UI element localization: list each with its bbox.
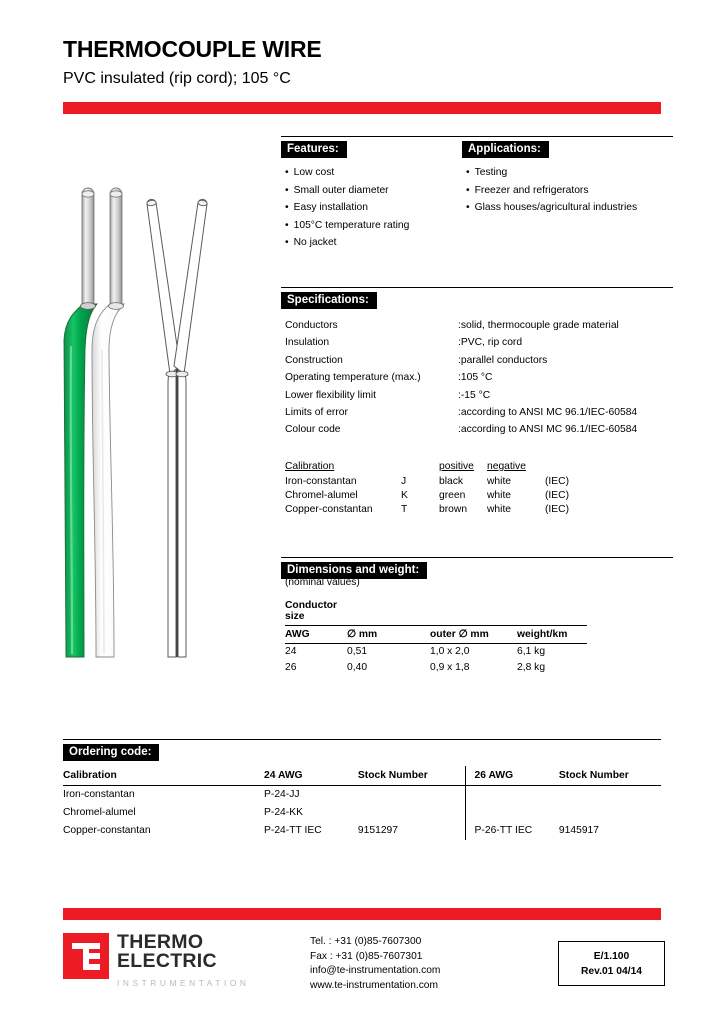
spec-row [285, 352, 675, 369]
spec-key: Operating temperature (max.) [285, 372, 421, 384]
logo-line-thermo: THERMO [117, 931, 204, 953]
spec-value: :parallel conductors [458, 354, 548, 366]
document-code-box [558, 941, 665, 986]
list-item: • No jacket [285, 234, 465, 252]
col-header-outer-diameter: outer ∅ mm [430, 626, 517, 644]
bare-conductor-left [82, 188, 94, 306]
white-insulation [92, 304, 124, 657]
spec-key: Limits of error [285, 407, 348, 419]
spec-row [285, 334, 675, 351]
col-header-diameter: ∅ mm [347, 626, 430, 644]
col-header-calibration: Calibration [285, 461, 335, 472]
spec-value: :according to ANSI MC 96.1/IEC-60584 [458, 407, 638, 419]
col-header-calibration: Calibration [63, 766, 264, 785]
list-item: • 105°C temperature rating [285, 217, 465, 235]
table-row: Copper-constantan P-24-TT IEC 9151297 P-26-TT IEC 9145917 [63, 822, 661, 840]
dimensions-table [285, 598, 587, 675]
applications-list [466, 164, 676, 217]
spec-value: :solid, thermocouple grade material [458, 320, 619, 331]
rip-cord-left-arm [147, 199, 180, 374]
table-row: 24 0,51 1,0 x 2,0 6,1 kg [285, 646, 546, 657]
calibration-table [285, 461, 569, 519]
contact-block [310, 935, 440, 993]
col-header-type [401, 461, 439, 476]
ordering-heading-label: Ordering code: [63, 744, 159, 761]
table-row: Copper-constantan T brown white (IEC) [285, 504, 570, 516]
spec-row [285, 421, 675, 438]
conductor-size-label: Conductor size [285, 598, 347, 626]
spec-key: Insulation [285, 337, 330, 349]
features-heading-label: Features: [281, 141, 347, 158]
col-header-24awg: 24 AWG [264, 766, 358, 785]
table-row: Chromel-alumel P-24-KK [63, 804, 661, 822]
document-revision: Rev.01 04/14 [580, 965, 643, 977]
bare-conductor-right [110, 188, 122, 306]
header-red-rule [63, 102, 661, 114]
table-row: Iron-constantan P-24-JJ [63, 785, 661, 804]
spec-key: Conductors [285, 320, 338, 331]
col-header-26awg: 26 AWG [465, 766, 559, 785]
rip-cord-right-arm [174, 199, 207, 374]
footer-red-rule [63, 908, 661, 920]
fax-line: Fax : +31 (0)85-7607301 [310, 950, 423, 962]
col-header-stock-number-26: Stock Number [559, 766, 661, 785]
table-row: Iron-constantan J black white (IEC) [285, 476, 570, 487]
logo-line-instrumentation: INSTRUMENTATION [117, 978, 250, 988]
list-item: • Low cost [285, 164, 465, 182]
applications-heading-label: Applications: [462, 141, 549, 158]
spec-value: :105 °C [458, 372, 493, 384]
dimensions-note: (nominal values) [285, 577, 360, 588]
dimensions-header [281, 557, 673, 579]
spec-value: :according to ANSI MC 96.1/IEC-60584 [458, 424, 638, 436]
logo-line-electric: ELECTRIC [117, 950, 217, 972]
te-monogram-icon [63, 933, 109, 979]
wire-illustration [52, 160, 252, 675]
phone-line: Tel. : +31 (0)85-7607300 [310, 936, 422, 947]
list-item: • Small outer diameter [285, 182, 465, 200]
spec-row [285, 387, 675, 404]
table-row: 26 0,40 0,9 x 1,8 2,8 kg [285, 661, 546, 673]
list-item: • Easy installation [285, 199, 465, 217]
list-item: • Freezer and refrigerators [466, 182, 676, 200]
page-subtitle: PVC insulated (rip cord); 105 °C [63, 70, 291, 87]
col-header-weight: weight/km [517, 626, 587, 644]
spec-key: Construction [285, 354, 343, 366]
specifications-heading-label: Specifications: [281, 292, 377, 309]
dimensions-heading-label: Dimensions and weight: [281, 562, 427, 579]
spec-row [285, 404, 675, 421]
specifications-header [281, 287, 673, 309]
spec-value: :-15 °C [458, 389, 491, 401]
page-title: THERMOCOUPLE WIRE [63, 36, 322, 62]
list-item: • Glass houses/agricultural industries [466, 199, 676, 217]
specifications-list [285, 317, 675, 439]
spec-value: :PVC, rip cord [458, 337, 523, 349]
col-header-awg: AWG [285, 626, 347, 644]
email-line[interactable]: info@te-instrumentation.com [310, 965, 441, 977]
ordering-header [63, 739, 661, 761]
spec-key: Lower flexibility limit [285, 389, 376, 401]
features-list [285, 164, 465, 252]
website-line[interactable]: www.te-instrumentation.com [310, 979, 438, 991]
col-header-positive: positive [439, 461, 474, 472]
col-header-stock-number-24: Stock Number [358, 766, 465, 785]
list-item: • Testing [466, 164, 676, 182]
applications-header [462, 136, 673, 158]
spec-row [285, 317, 675, 334]
spec-key: Colour code [285, 424, 341, 436]
ordering-table [63, 766, 661, 840]
company-logo [63, 933, 250, 993]
spec-row [285, 369, 675, 386]
features-header [281, 136, 469, 158]
document-code: E/1.100 [593, 950, 630, 962]
table-row: Chromel-alumel K green white (IEC) [285, 490, 570, 502]
col-header-negative: negative [487, 461, 526, 472]
